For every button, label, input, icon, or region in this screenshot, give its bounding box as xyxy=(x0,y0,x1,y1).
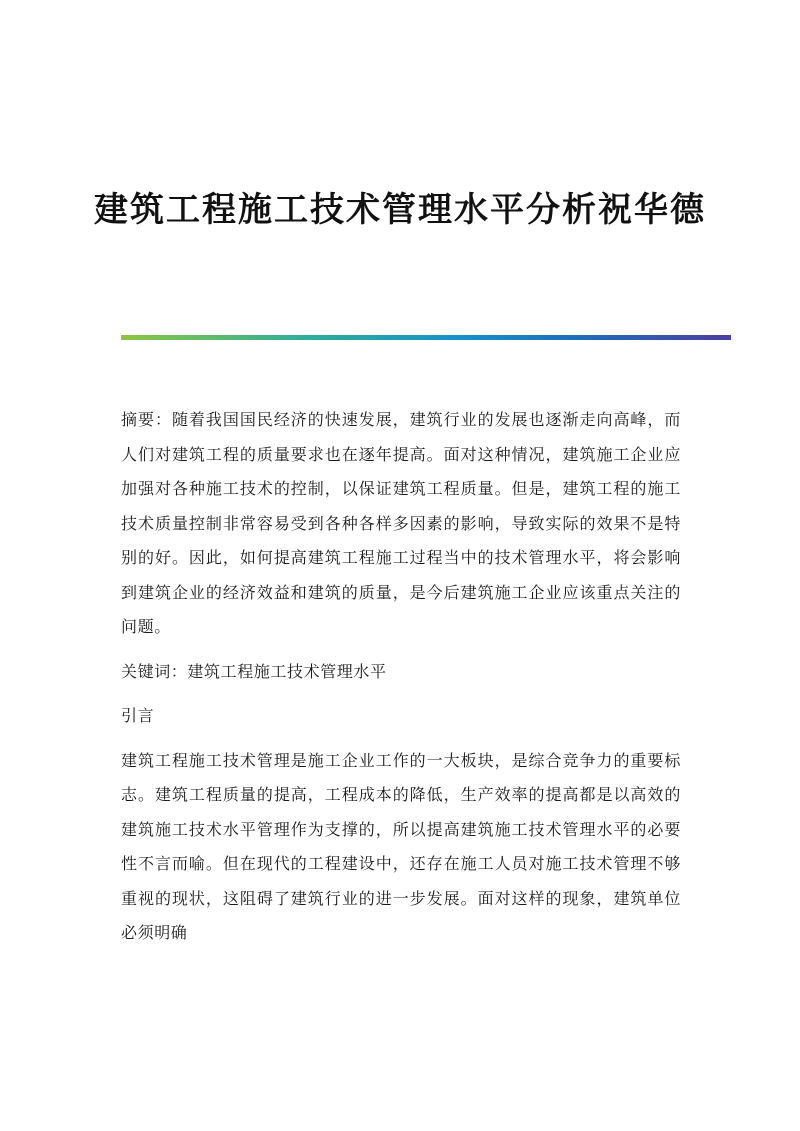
document-title: 建筑工程施工技术管理水平分析祝华德 xyxy=(94,190,706,230)
keywords-line: 关键词：建筑工程施工技术管理水平 xyxy=(121,661,387,681)
intro-paragraph: 建筑工程施工技术管理是施工企业工作的一大板块，是综合竞争力的重要标志。建筑工程质量的提高，工程成本的降低，生产效率的提高都是以高效的建筑施工技术水平管理作为支撑的，所以提高建筑施工技术管理水平的必要性不言而喻。但在现代的工程建设中，还存在施工人员对施工技术管理不够重视的现状，这阻碍了建筑行业的进一步发展。面对这样的现象，建筑单位必须明确 xyxy=(121,750,681,942)
document-body xyxy=(121,403,681,961)
intro-heading: 引言 xyxy=(121,706,155,725)
abstract-paragraph: 摘要：随着我国国民经济的快速发展，建筑行业的发展也逐渐走向高峰，而人们对建筑工程的质量要求也在逐年提高。面对这种情况，建筑施工企业应加强对各种施工技术的控制，以保证建筑工程质量。但是，建筑工程的施工技术质量控制非常容易受到各种各样多因素的影响，导致实际的效果不是特别的好。因此，如何提高建筑工程施工过程当中的技术管理水平，将会影响到建筑企业的经济效益和建筑的质量，是今后建筑施工企业应该重点关注的问题。 xyxy=(121,410,681,636)
title-divider xyxy=(121,335,731,340)
